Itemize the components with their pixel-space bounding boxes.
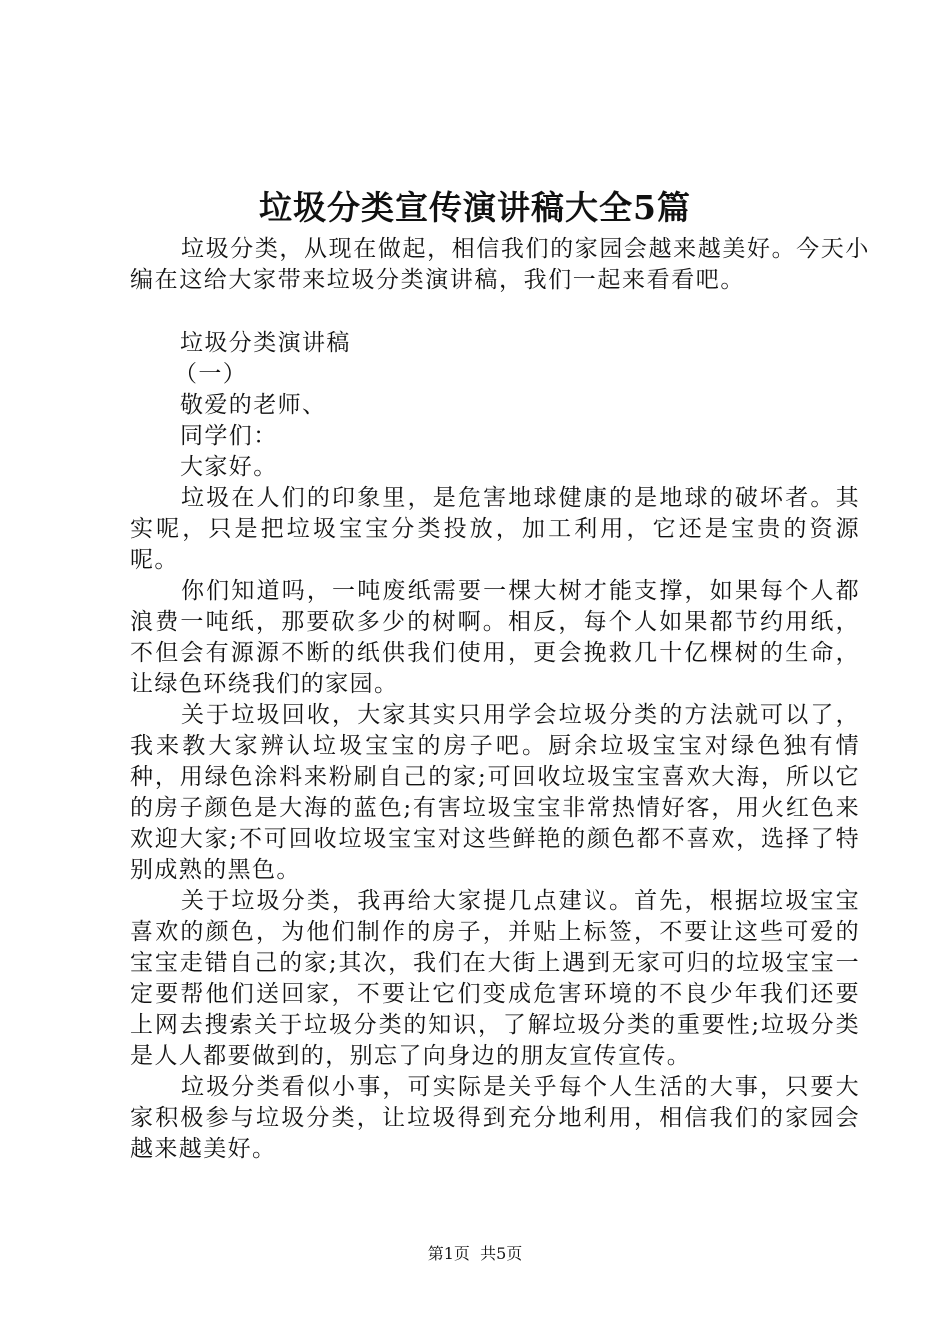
page-indicator: 第1页 共5页 xyxy=(427,1244,523,1263)
section-heading: 垃圾分类演讲稿 xyxy=(180,330,351,356)
salutation-line-1: 敬爱的老师、 xyxy=(180,392,327,418)
body-paragraph-1: 垃圾在人们的印象里，是危害地球健康的是地球的破坏者。其实呢，只是把垃圾宝宝分类投放，加工利用，它还是宝贵的资源呢。 xyxy=(130,485,860,573)
body-paragraph-4: 关于垃圾分类，我再给大家提几点建议。首先，根据垃圾宝宝喜欢的颜色，为他们制作的房子，并贴上标签，不要让这些可爱的宝宝走错自己的家;其次，我们在大街上遇到无家可归的垃圾宝宝一定要帮他们送回家，不要让它们变成危害环境的不良少年我们还要上网去搜索关于垃圾分类的知识，了解垃圾分类的重要性;垃圾分类是人人都要做到的，别忘了向身边的朋友宣传宣传。 xyxy=(130,888,860,1069)
paragraph-spacer xyxy=(130,296,860,328)
body-paragraph-2: 你们知道吗，一吨废纸需要一棵大树才能支撑，如果每个人都浪费一吨纸，那要砍多少的树啊。相反，每个人如果都节约用纸，不但会有源源不断的纸供我们使用，更会挽救几十亿棵树的生命，让绿色环绕我们的家园。 xyxy=(130,578,860,697)
document-title: 垃圾分类宣传演讲稿大全5篇 xyxy=(259,188,691,227)
intro-paragraph: 垃圾分类，从现在做起，相信我们的家园会越来越美好。今天小编在这给大家带来垃圾分类演讲稿，我们一起来看看吧。 xyxy=(130,236,870,293)
body-paragraph-5: 垃圾分类看似小事，可实际是关乎每个人生活的大事，只要大家积极参与垃圾分类，让垃圾得到充分地利用，相信我们的家园会越来越美好。 xyxy=(130,1074,860,1162)
document-body xyxy=(130,234,870,1165)
greeting-line: 大家好。 xyxy=(180,454,278,480)
section-number: （一） xyxy=(174,361,248,387)
body-paragraph-3: 关于垃圾回收，大家其实只用学会垃圾分类的方法就可以了，我来教大家辨认垃圾宝宝的房子吧。厨余垃圾宝宝对绿色独有情种，用绿色涂料来粉刷自己的家;可回收垃圾宝宝喜欢大海，所以它的房子颜色是大海的蓝色;有害垃圾宝宝非常热情好客，用火红色来欢迎大家;不可回收垃圾宝宝对这些鲜艳的颜色都不喜欢，选择了特别成熟的黑色。 xyxy=(130,702,860,883)
salutation-line-2: 同学们： xyxy=(180,423,278,449)
page-footer xyxy=(0,1243,950,1265)
